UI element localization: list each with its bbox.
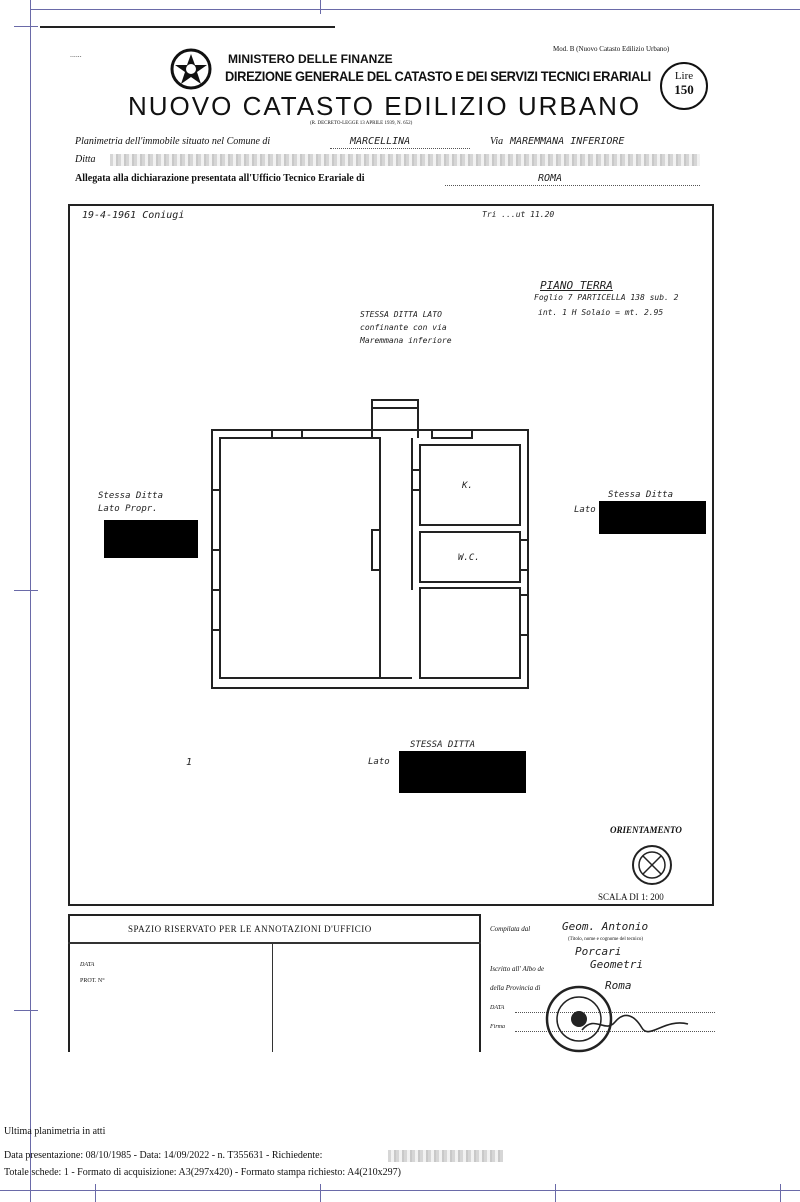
room-wc-label: W.C.	[458, 553, 480, 563]
window-left-2	[212, 590, 220, 630]
compiled-by-label: Compilata dal	[490, 925, 531, 933]
compiled-by-value: Geom. Antonio	[562, 920, 649, 933]
ditta-label: Ditta	[75, 154, 96, 165]
window-top-left	[272, 430, 302, 438]
top-rule	[40, 26, 335, 28]
orientation-label: ORIENTAMENTO	[610, 825, 682, 835]
south-text-2: Lato	[368, 757, 390, 767]
stamp-text-value: 150	[674, 82, 694, 97]
floor-label: PIANO TERRA	[540, 279, 613, 292]
north-text-1: STESSA DITTA LATO	[360, 310, 442, 319]
submission-info: Data presentazione: 08/10/1985 - Data: 14/09/2022 - n. T355631 - Richiedente:	[4, 1150, 323, 1161]
north-text-3: Maremmana inferiore	[360, 336, 452, 345]
redacted-requester	[388, 1150, 503, 1162]
crop-mark	[14, 1010, 38, 1011]
window-right-1	[520, 540, 528, 570]
outer-wall-outer	[212, 430, 528, 688]
province-label: della Provincia di	[490, 984, 541, 992]
format-info: Totale schede: 1 - Formato di acquisizione: A3(297x420) - Formato stampa richiesto: A4(210x297)	[4, 1167, 401, 1178]
header-small-left: ......	[70, 52, 82, 59]
sheet-parcel: Foglio 7 PARTICELLA 138 sub. 2	[534, 293, 679, 302]
ministry-name: MINISTERO DELLE FINANZE	[228, 52, 393, 66]
left-border-line	[30, 0, 31, 1202]
emblem-icon	[170, 48, 212, 90]
window-left-1	[212, 490, 220, 550]
model-label: Mod. B (Nuovo Catasto Edilizio Urbano)	[553, 45, 670, 53]
east-text-2: Lato	[574, 505, 596, 515]
crop-mark	[320, 1184, 321, 1202]
via-value: MAREMMANA INFERIORE	[510, 136, 625, 147]
crop-mark	[320, 0, 321, 14]
compiled-by-sub: (Titolo, nome e cognome del tecnico)	[568, 937, 644, 942]
redacted-block-east	[599, 501, 706, 534]
annotation-date-label: DATA	[80, 962, 95, 968]
stamp-text-top: Lire	[674, 70, 694, 82]
right-room	[420, 588, 520, 678]
revenue-stamp	[660, 62, 708, 110]
entrance	[372, 400, 418, 408]
plan-date-note: 19-4-1961 Coniugi	[82, 210, 185, 221]
office-value: ROMA	[538, 173, 563, 184]
crop-mark	[14, 26, 38, 27]
last-plan-note: Ultima planimetria in atti	[4, 1126, 106, 1137]
ceiling-height: int. 1 H Solaio = mt. 2.95	[538, 308, 664, 317]
crop-mark	[95, 1184, 96, 1202]
floor-plan	[200, 390, 540, 695]
redacted-block-south	[399, 751, 526, 793]
crop-mark	[555, 1184, 556, 1202]
north-side-text	[360, 308, 452, 347]
register-label: Iscritto all' Albo de	[490, 965, 545, 973]
west-side-text	[98, 490, 163, 516]
surveyor-name: Porcari	[575, 945, 622, 958]
door-kitchen	[412, 470, 420, 490]
register-value: Geometri	[590, 958, 643, 971]
office-label: Allegata alla dichiarazione presentata all'Ufficio Tecnico Erariale di	[75, 173, 365, 184]
south-text-1: STESSA DITTA	[410, 740, 476, 750]
municipality-value: MARCELLINA	[350, 136, 411, 147]
west-text-2: Lato Propr.	[98, 504, 158, 514]
annotation-prot-label: PROT. N°	[80, 978, 105, 984]
annotation-box	[68, 914, 481, 1052]
compass-icon	[630, 843, 674, 887]
redacted-block-west	[104, 520, 198, 558]
annotation-title: SPAZIO RISERVATO PER LE ANNOTAZIONI D'UFFICIO	[128, 924, 372, 934]
window-right-2	[520, 595, 528, 635]
province-value: Roma	[605, 979, 632, 992]
door-corridor	[372, 530, 380, 570]
scale-label: SCALA DI 1: 200	[598, 892, 664, 902]
document-title: NUOVO CATASTO EDILIZIO URBANO	[128, 91, 642, 121]
crop-mark	[780, 1184, 781, 1202]
plan-top-right-note: Tri ...ut 11.20	[482, 210, 555, 219]
signature-icon	[580, 1012, 690, 1036]
bottom-border-line	[0, 1190, 800, 1191]
redacted-owner	[110, 154, 700, 166]
west-text-1: Stessa Ditta	[98, 491, 164, 501]
municipality-label: Planimetria dell'immobile situato nel Comune di	[75, 136, 271, 147]
east-text-1: Stessa Ditta	[608, 490, 674, 500]
via-label: Via	[490, 136, 504, 147]
signature-date-label: DATA	[490, 1005, 505, 1011]
mark-one: 1	[186, 757, 193, 768]
direction-name: DIREZIONE GENERALE DEL CATASTO E DEI SERVIZI TECNICI ERARIALI	[225, 68, 651, 84]
window-top-right	[432, 430, 472, 438]
crop-mark	[14, 590, 38, 591]
law-reference: (R. DECRETO-LEGGE 13 APRILE 1939, N. 652)	[310, 121, 413, 126]
outer-wall-inner	[220, 438, 380, 678]
top-border-line	[30, 9, 800, 10]
room-k-label: K.	[462, 481, 473, 491]
signature-label: Firma	[490, 1024, 505, 1030]
north-text-2: confinante con via	[360, 323, 447, 332]
